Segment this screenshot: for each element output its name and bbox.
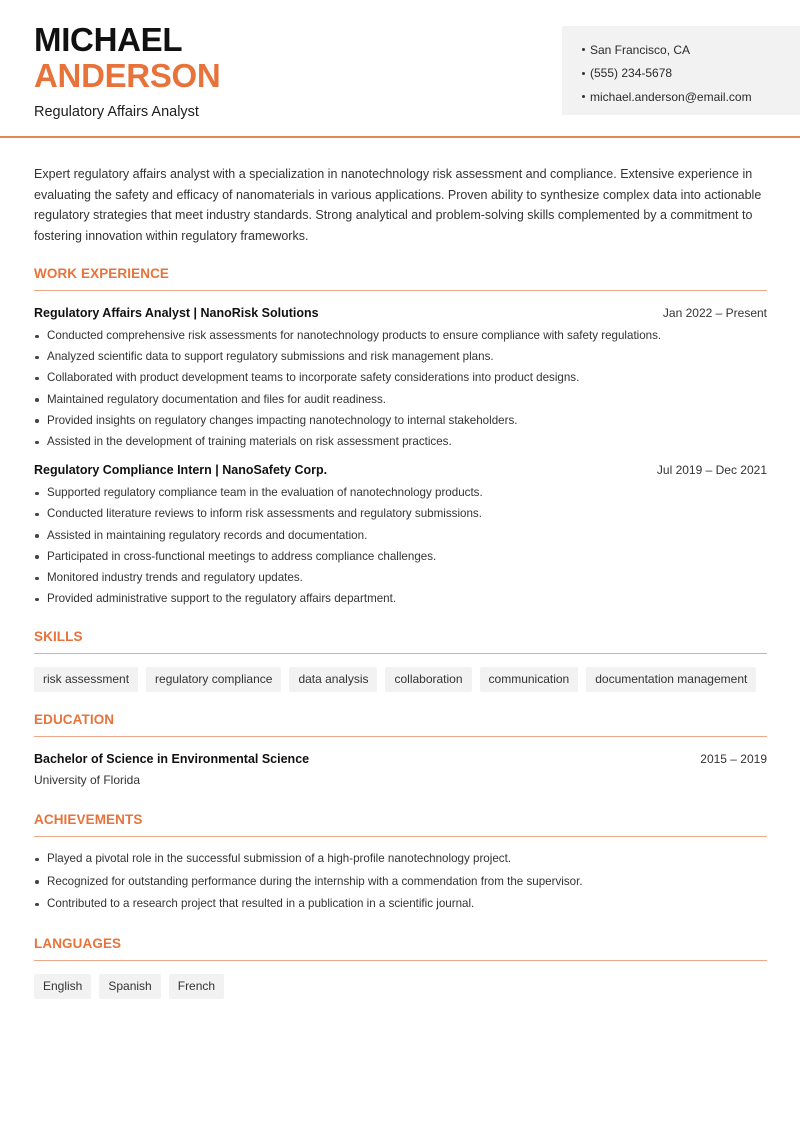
name-block xyxy=(34,22,220,120)
first-name: MICHAEL xyxy=(34,21,183,58)
section-title-skills: SKILLS xyxy=(34,629,83,645)
language-chip: French xyxy=(169,974,224,999)
section-divider xyxy=(34,736,767,737)
job-entry xyxy=(34,306,767,452)
job-bullets xyxy=(34,482,767,609)
skill-chip: data analysis xyxy=(289,667,377,692)
skill-chip: documentation management xyxy=(586,667,756,692)
list-item: Provided administrative support to the regulatory affairs department. xyxy=(34,588,767,609)
resume-header xyxy=(0,0,800,138)
location-text: San Francisco, CA xyxy=(590,42,691,57)
education-section xyxy=(34,712,767,787)
education-header xyxy=(34,752,767,766)
last-name: ANDERSON xyxy=(34,57,221,94)
resume-body xyxy=(34,164,767,999)
skills-chips xyxy=(34,667,767,692)
bullet-icon xyxy=(582,95,585,98)
section-title-languages: LANGUAGES xyxy=(34,935,122,951)
language-chip: English xyxy=(34,974,91,999)
list-item: Supported regulatory compliance team in the evaluation of nanotechnology products. xyxy=(34,482,767,503)
list-item: Contributed to a research project that resulted in a publication in a scientific journal. xyxy=(34,893,767,915)
languages-section xyxy=(34,936,767,999)
section-divider xyxy=(34,836,767,837)
skill-chip: risk assessment xyxy=(34,667,138,692)
skill-chip: communication xyxy=(480,667,579,692)
job-header xyxy=(34,463,767,477)
bullet-icon xyxy=(582,72,585,75)
list-item: Played a pivotal role in the successful submission of a high-profile nanotechnology project. xyxy=(34,848,767,870)
contact-location xyxy=(582,38,800,62)
contact-box xyxy=(562,26,800,115)
list-item: Monitored industry trends and regulatory updates. xyxy=(34,567,767,588)
section-divider xyxy=(34,290,767,291)
list-item: Conducted literature reviews to inform risk assessments and regulatory submissions. xyxy=(34,503,767,524)
job-role: Regulatory Affairs Analyst | NanoRisk Solutions xyxy=(34,306,319,320)
achievements-section xyxy=(34,812,767,915)
job-role: Regulatory Compliance Intern | NanoSafety Corp. xyxy=(34,463,328,478)
education-dates: 2015 – 2019 xyxy=(700,752,767,767)
job-dates: Jul 2019 – Dec 2021 xyxy=(656,463,767,478)
list-item: Maintained regulatory documentation and files for audit readiness. xyxy=(34,389,767,410)
list-item: Assisted in maintaining regulatory records and documentation. xyxy=(34,525,767,546)
section-title-achievements: ACHIEVEMENTS xyxy=(34,812,143,828)
education-entry xyxy=(34,752,767,787)
section-title-work: WORK EXPERIENCE xyxy=(34,266,170,281)
section-divider xyxy=(34,960,767,961)
contact-email xyxy=(582,85,800,109)
work-experience-section xyxy=(34,266,767,609)
job-dates: Jan 2022 – Present xyxy=(662,306,767,320)
job-entry xyxy=(34,463,767,609)
job-header xyxy=(34,306,767,320)
list-item: Participated in cross-functional meetings to address compliance challenges. xyxy=(34,546,767,567)
skill-chip: collaboration xyxy=(385,667,471,692)
list-item: Recognized for outstanding performance during the internship with a commendation from the supervisor. xyxy=(34,871,767,893)
job-title: Regulatory Affairs Analyst xyxy=(34,104,199,120)
section-divider xyxy=(34,653,767,654)
skill-chip: regulatory compliance xyxy=(146,667,281,692)
list-item: Collaborated with product development teams to incorporate safety considerations into product designs. xyxy=(34,367,767,388)
achievement-bullets xyxy=(34,848,767,915)
school: University of Florida xyxy=(34,773,141,788)
degree: Bachelor of Science in Environmental Science xyxy=(34,752,310,767)
list-item: Assisted in the development of training materials on risk assessment practices. xyxy=(34,431,767,452)
contact-phone xyxy=(582,62,800,86)
summary-paragraph: Expert regulatory affairs analyst with a specialization in nanotechnology risk assessment and compliance. Extensive experience in evaluating the safety and efficacy of nanomaterials in various applications. Proven ability to synthesize complex data into actionable regulatory strategies that meet industry standards. Strong analytical and problem-solving skills complemented by a commitment to fostering innovation within regulatory frameworks. xyxy=(34,167,762,243)
language-chips xyxy=(34,974,767,999)
list-item: Provided insights on regulatory changes impacting nanotechnology to internal stakeholders. xyxy=(34,410,767,431)
bullet-icon xyxy=(582,48,585,51)
language-chip: Spanish xyxy=(99,974,160,999)
list-item: Analyzed scientific data to support regulatory submissions and risk management plans. xyxy=(34,346,767,367)
phone-text: (555) 234-5678 xyxy=(590,66,673,81)
list-item: Conducted comprehensive risk assessments for nanotechnology products to ensure compliance with safety regulations. xyxy=(34,325,767,346)
section-title-education: EDUCATION xyxy=(34,712,115,728)
email-text: michael.anderson@email.com xyxy=(590,89,752,104)
job-bullets xyxy=(34,325,767,452)
skills-section xyxy=(34,629,767,692)
